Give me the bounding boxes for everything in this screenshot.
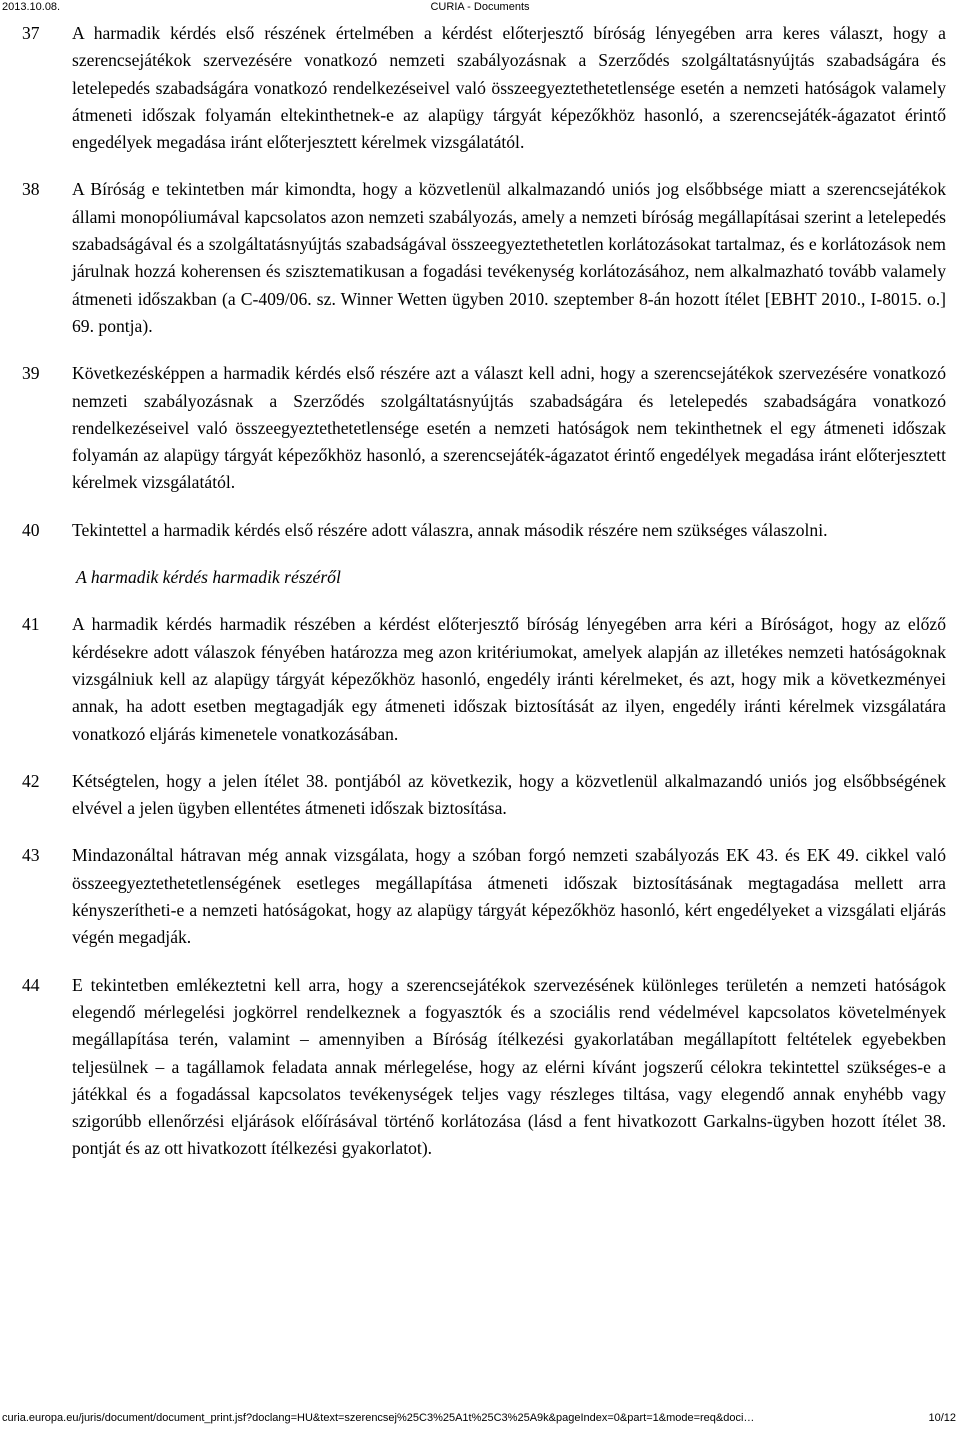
paragraph-41 [22,611,946,747]
document-title: CURIA - Documents [430,1,530,13]
paragraph-43 [22,842,946,951]
page-number: 10/12 [928,1412,956,1424]
paragraph-number: 38 [22,179,40,200]
paragraph-42 [22,768,946,823]
paragraph-text: Kétségtelen, hogy a jelen ítélet 38. pontjából az következik, hogy a közvetlenül alkalmazandó uniós jog elsőbbségének elvével a jelen ügyben ellentétes átmeneti időszak biztosítása. [72,770,946,819]
print-date: 2013.10.08. [2,1,61,13]
paragraph-text: Mindazonáltal hátravan még annak vizsgálata, hogy a szóban forgó nemzeti szabályozás EK 43. és EK 49. cikkel való összeegyeztethetetlenségének esetleges megállapítása átmeneti időszak biztosításának megtagadása mellett arra kényszerítheti‑e a nemzeti hatóságokat, hogy az alapügy tárgyát képezőkhöz hasonló, kért engedélyeket a vizsgálati eljárás végén megadják. [72,845,946,948]
print-footer [0,1411,960,1427]
paragraph-text: Tekintettel a harmadik kérdés első részére adott válaszra, annak második részére nem szükséges válaszolni. [72,519,828,540]
section-heading: A harmadik kérdés harmadik részéről [76,567,341,588]
paragraph-text: Következésképpen a harmadik kérdés első részére azt a választ kell adni, hogy a szerencsejátékok szervezésére vonatkozó nemzeti szabályozásnak a Szerződés szolgáltatásnyújtás szabadságára és letelepedés szabadságára vonatkozó rendelkezéseivel való összeegyeztethetetlensége esetén a nemzeti hatóságok nem tekinthetnek el egy átmeneti időszak folyamán az alapügy tárgyát képezőkhöz hasonló, a szerencsejáték‑ágazatot érintő engedélyek megadása iránt előterjesztett kérelmek vizsgálatától. [72,363,946,493]
paragraph-number: 42 [22,770,40,791]
paragraph-text: E tekintetben emlékeztetni kell arra, hogy a szerencsejátékok szervezésének különleges területén a nemzeti hatóságok elegendő mérlegelési jogkörrel rendelkeznek a fogyasztók és a szociális rend védelmével kapcsolatos követelmények megállapítása terén, valamint – amennyiben a Bíróság ítélkezési gyakorlatában megállapított feltételek egyebekben teljesülnek – a tagállamok feladata annak mérlegelése, hogy az elérni kívánt jogszerű célokra tekintettel szükséges‑e a játékkal és a fogadással kapcsolatos tevékenységek teljes vagy részleges tiltása, vagy elegendő annak enyhébb vagy szigorúbb ellenőrzési eljárások előírásával történő korlátozása (lásd a fent hivatkozott Garkalns‑ügyben hozott ítélet 38. pontját és az ott hivatkozott ítélkezési gyakorlatot). [72,974,946,1159]
paragraph-44 [22,972,946,1163]
paragraph-number: 43 [22,845,40,866]
paragraph-40 [22,517,946,544]
paragraph-text: A harmadik kérdés első részének értelmében a kérdést előterjesztő bíróság lényegében arra keres választ, hogy a szerencsejátékok szervezésére vonatkozó nemzeti szabályozásnak a Szerződés szolgáltatásnyújtás szabadságára és letelepedés szabadságára vonatkozó rendelkezéseivel való összeegyeztethetetlensége esetén a nemzeti hatóságok valamely átmeneti időszak folyamán eltekinthetnek‑e az alapügy tárgyát képezőkhöz hasonló, a szerencsejáték‑ágazatot érintő engedélyek megadása iránt előterjesztett kérelmek vizsgálatától. [72,23,946,153]
paragraph-number: 41 [22,614,40,635]
source-url: curia.europa.eu/juris/document/document_print.jsf?doclang=HU&text=szerencsej%25C3%25A1t%25C3%25A9k&pageIndex=0&part=1&mode=req&doci… [2,1412,755,1424]
paragraph-39 [22,360,946,496]
paragraph-text: A harmadik kérdés harmadik részében a kérdést előterjesztő bíróság lényegében arra kéri a Bíróságot, hogy az előző kérdésekre adott válaszok fényében határozza meg azon kritériumokat, amelyek alapján az illetékes nemzeti hatóságoknak vizsgálniuk kell az alapügy tárgyát képezőkhöz hasonló, engedély iránti kérelmeket, és azt, hogy mik a következményei annak, ha adott esetben megtagadják egy átmeneti időszak biztosítását az ilyen, engedély iránti kérelmek vizsgálatára vonatkozó eljárás kimenetele vonatkozásában. [72,614,946,744]
document-body [22,20,946,1163]
paragraph-text: A Bíróság e tekintetben már kimondta, hogy a közvetlenül alkalmazandó uniós jog elsőbbsége miatt a szerencsejátékok állami monopóliumával kapcsolatos azon nemzeti szabályozás, amely a nemzeti bíróság megállapításai szerint a letelepedés szabadságával és a szolgáltatásnyújtás szabadságával összeegyeztethetetlen korlátozásokat tartalmaz, és e korlátozások nem járulnak hozzá koherensen és szisztematikusan a fogadási tevékenység korlátozásához, nem alkalmazható tovább valamely átmeneti időszakban (a C‑409/06. sz. Winner Wetten ügyben 2010. szeptember 8‑án hozott ítélet [EBHT 2010., I‑8015. o.] 69. pontja). [72,179,946,336]
paragraph-number: 37 [22,23,40,43]
paragraph-number: 39 [22,363,40,384]
paragraph-37 [22,20,946,156]
paragraph-38 [22,176,946,340]
paragraph-number: 40 [22,519,40,540]
paragraph-number: 44 [22,974,40,995]
print-header [0,0,960,16]
